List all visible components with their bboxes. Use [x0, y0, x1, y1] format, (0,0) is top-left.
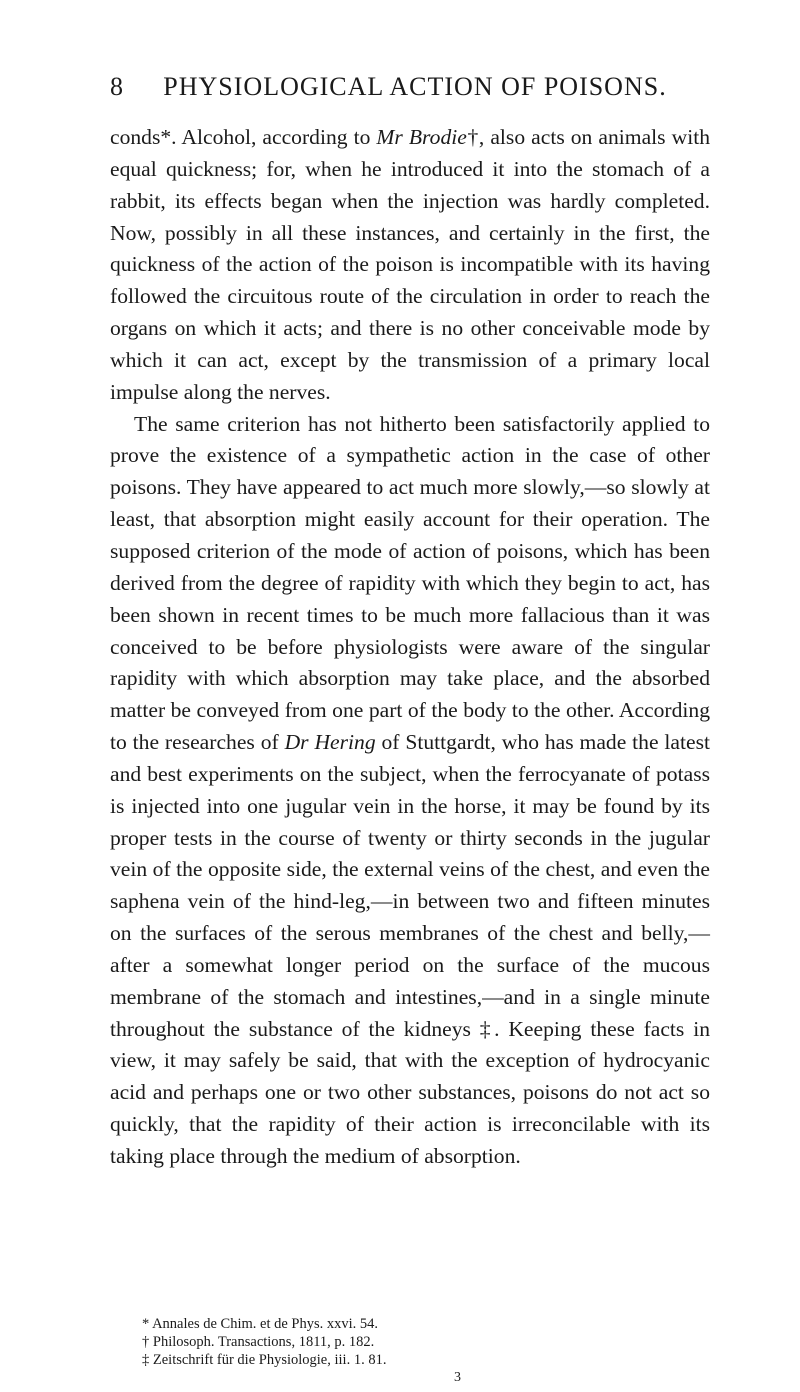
footnote-3: ‡ Zeitschrift für die Physiologie, iii. 1. 81. — [142, 1352, 387, 1368]
paragraph-1-text-b: †, also acts on animals with equal quickness; for, when he introduced it into the stomach of a rabbit, its effects began when the injection was hardly completed. Now, possibly in all these instances, and certainly in the first, the quickness of the action of the poison is incompatible with its having followed the circuitous route of the circulation in order to reach the organs on which it acts; and there is no other conceivable mode by which it can act, except by the transmission of a primary local impulse along the nerves. — [110, 125, 710, 404]
page-number: 8 — [110, 72, 123, 101]
paragraph-2-text-a: The same criterion has not hitherto been satisfactorily applied to prove the existence of a sympathetic action in the case of other poisons. They have appeared to act much more slowly,—so slowly at least, that absorption might easily account for their operation. The supposed criterion of the mode of action of poisons, which has been derived from the degree of rapidity with which they begin to act, has been shown in recent times to be much more fallacious than it was conceived to be before physiologists were aware of the singular rapidity with which absorption may take place, and the absorbed matter be conveyed from one part of the body to the other. According to the researches of — [110, 411, 710, 755]
paragraph-2-text-b: of Stuttgardt, who has made the latest and best experiments on the subject, when the ferrocyanate of potass is injected into one jugular vein in the horse, it may be found by its proper tests in the course of twenty or thirty seconds in the jugular vein of the opposite side, the external veins of the chest, and even the saphena vein of the hind-leg,—in between two and fifteen minutes on the surfaces of the serous membranes of the chest and belly,—after a somewhat longer period on the surface of the mucous membrane of the stomach and intestines,—and in a single minute throughout the substance of the kidneys ‡. Keeping these facts in view, it may safely be said, that with the exception of hydrocyanic acid and perhaps one or two other substances, poisons do not act so quickly, that the rapidity of their action is irreconcilable with its taking place through the medium of absorption. — [110, 730, 710, 1168]
author-name-brodie: Mr Brodie — [376, 125, 467, 149]
running-head: PHYSIOLOGICAL ACTION OF POISONS. — [163, 72, 667, 101]
footnotes — [142, 1315, 702, 1369]
footnote-2: † Philosoph. Transactions, 1811, p. 182. — [142, 1334, 375, 1350]
signature-mark: 3 — [454, 1370, 461, 1385]
paragraph-1-text-a: conds*. Alcohol, according to — [110, 125, 377, 149]
footnote-1: * Annales de Chim. et de Phys. xxvi. 54. — [142, 1316, 379, 1332]
body-text — [110, 122, 710, 1173]
author-name-hering: Dr Hering — [284, 730, 376, 755]
paragraph-1 — [110, 122, 710, 409]
page-header — [0, 72, 800, 102]
paragraph-2 — [110, 409, 710, 1173]
